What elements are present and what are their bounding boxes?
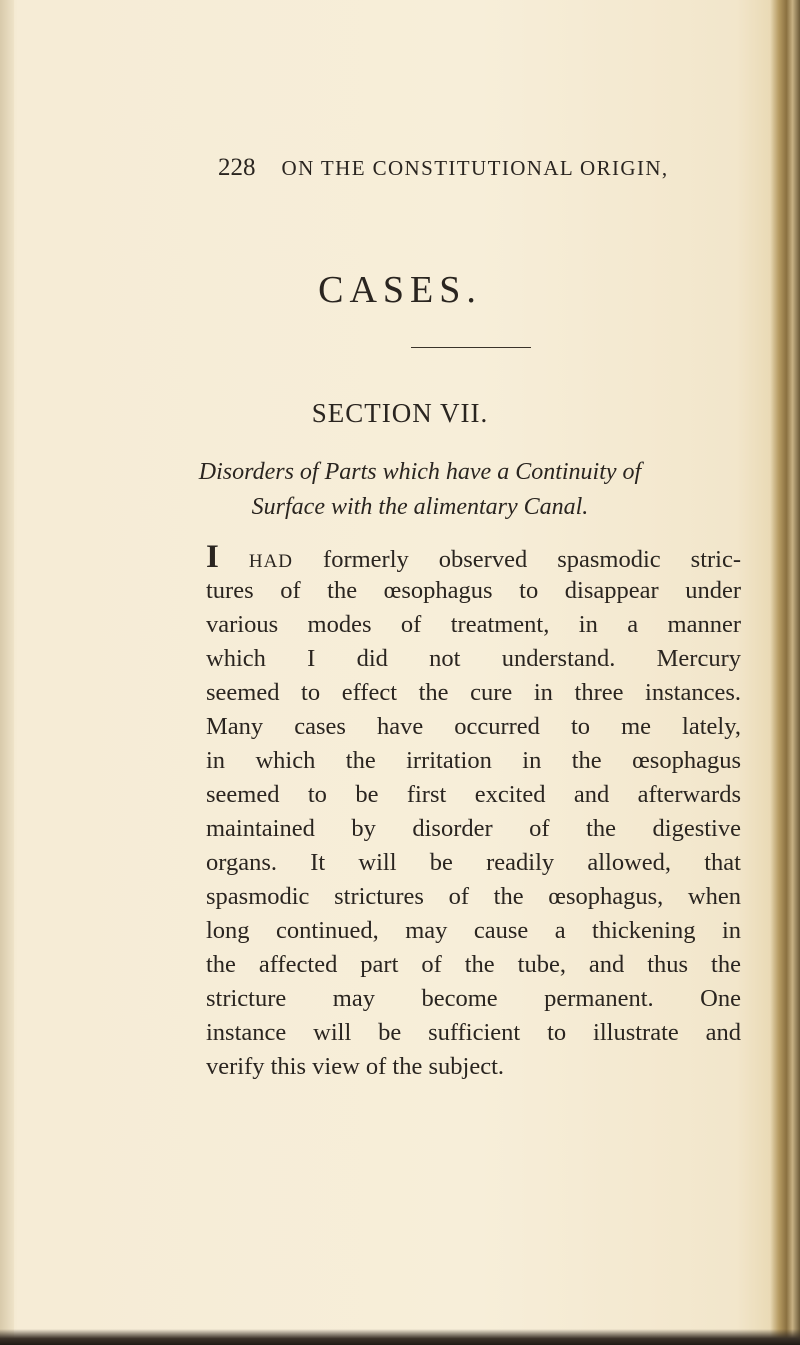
page-number: 228 [218,154,256,181]
body-line: maintained by disorder of the digestive [206,815,741,842]
body-line: Many cases have occurred to me lately, [206,713,741,740]
body-line: seemed to be first excited and afterwards [206,781,741,808]
body-line: which I did not understand. Mercury [206,645,741,672]
body-text [206,540,741,1084]
section-subtitle [100,455,740,525]
page-left-edge [0,0,14,1345]
body-line: tures of the œsophagus to disappear under [206,577,741,604]
first-line-rest: formerly observed spasmodic stric- [323,546,742,573]
first-word: HAD [248,551,294,572]
running-title: ON THE CONSTITUTIONAL ORIGIN, [281,156,669,180]
subtitle-line: Disorders of Parts which have a Continuity of [198,459,642,485]
body-line: the affected part of the tube, and thus the [206,951,741,978]
body-line: various modes of treatment, in a manner [206,611,741,638]
section-heading: SECTION VII. [311,398,489,428]
body-line: stricture may become permanent. One [206,985,741,1012]
body-line: verify this view of the subject. [206,1053,505,1080]
body-line: long continued, may cause a thickening in [206,917,741,944]
body-line: in which the irritation in the œsophagus [206,747,741,774]
page-title: CASES. [318,269,482,311]
drop-letter: I [206,539,219,575]
subtitle-line: Surface with the alimentary Canal. [251,494,589,520]
body-line: organs. It will be readily allowed, that [206,849,741,876]
title-rule [411,347,531,348]
page-bottom-edge [0,1329,800,1345]
body-line [206,540,741,574]
body-line: instance will be sufficient to illustrate and [206,1019,741,1046]
page-right-edge [770,0,800,1345]
running-header [218,154,698,182]
body-line: spasmodic strictures of the œsophagus, when [206,883,741,910]
body-line: seemed to effect the cure in three instances. [206,679,741,706]
